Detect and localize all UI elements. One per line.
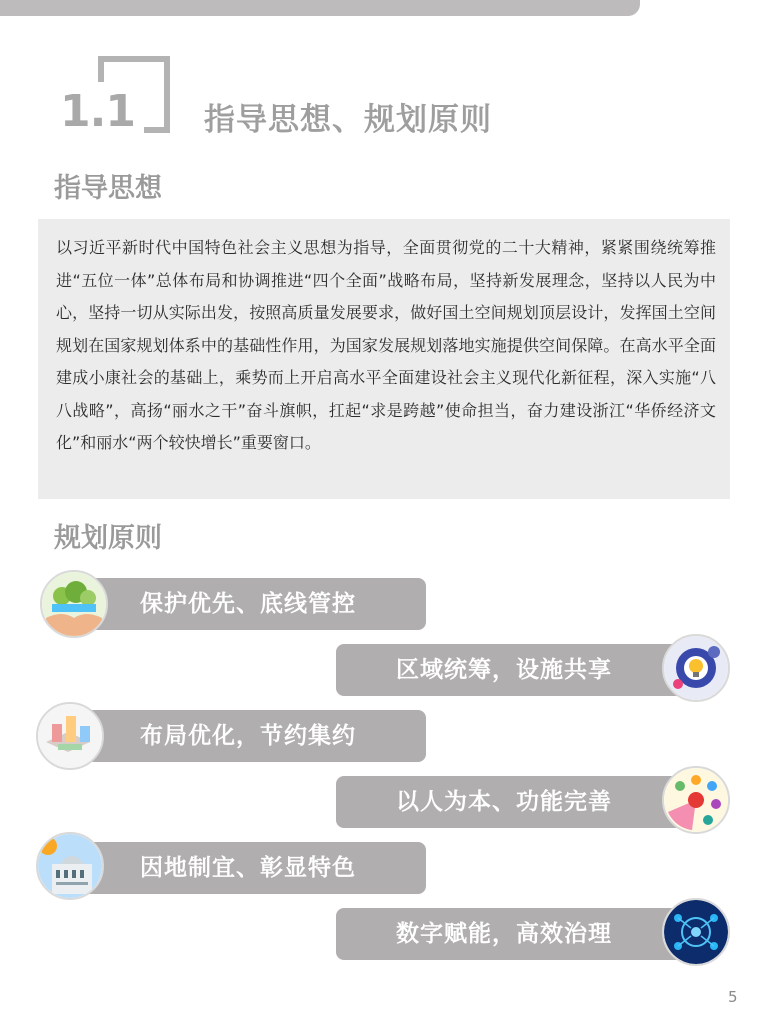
principle-item-1 [60,578,426,630]
principle-label: 因地制宜、彰显特色 [140,855,356,881]
section-bracket [98,56,170,62]
principles-heading: 规划原则 [54,523,162,554]
guide-body: 以习近平新时代中国特色社会主义思想为指导，全面贯彻党的二十大精神，紧紧围绕统筹推进“五位一体”总体布局和协调推进“四个全面”战略布局，坚持新发展理念，坚持以人民为中心，坚持一切从实际出发，按照高质量发展要求，做好国土空间规划顶层设计，发挥国土空间规划在国家规划体系中的基础性作用，为国家发展规划落地实施提供空间保障。在高水平全面建成小康社会的基础上，乘势而上开启高水平全面建设社会主义现代化新征程，深入实施“八八战略”，高扬“丽水之干”奋斗旗帜，扛起“求是跨越”使命担当，奋力建设浙江“华侨经济文化”和丽水“两个较快增长”重要窗口。 [56,238,716,452]
top-decorative-bar [0,0,640,16]
principle-label: 区域统筹，设施共享 [396,657,612,683]
nature-hands-icon [40,570,108,638]
guide-text-box [38,219,730,499]
principle-label: 以人为本、功能完善 [396,789,612,815]
section-bracket-left [98,56,104,82]
people-services-icon [662,766,730,834]
section-bracket-bottom [144,127,170,133]
principle-label: 保护优先、底线管控 [140,591,356,617]
section-bracket-right [164,56,170,133]
section-title: 指导思想、规划原则 [204,102,492,138]
principle-item-6 [336,908,702,960]
city-blocks-icon [36,702,104,770]
guide-heading: 指导思想 [54,173,162,204]
principle-label: 布局优化，节约集约 [140,723,356,749]
gear-bulb-icon [662,634,730,702]
historic-building-icon [36,832,104,900]
page-number: 5 [728,988,738,1006]
digital-network-icon [662,898,730,966]
section-number: 1.1 [60,86,135,137]
principle-item-3 [60,710,426,762]
principle-item-5 [60,842,426,894]
principle-item-4 [336,776,702,828]
principle-item-2 [336,644,702,696]
principle-label: 数字赋能，高效治理 [396,921,612,947]
